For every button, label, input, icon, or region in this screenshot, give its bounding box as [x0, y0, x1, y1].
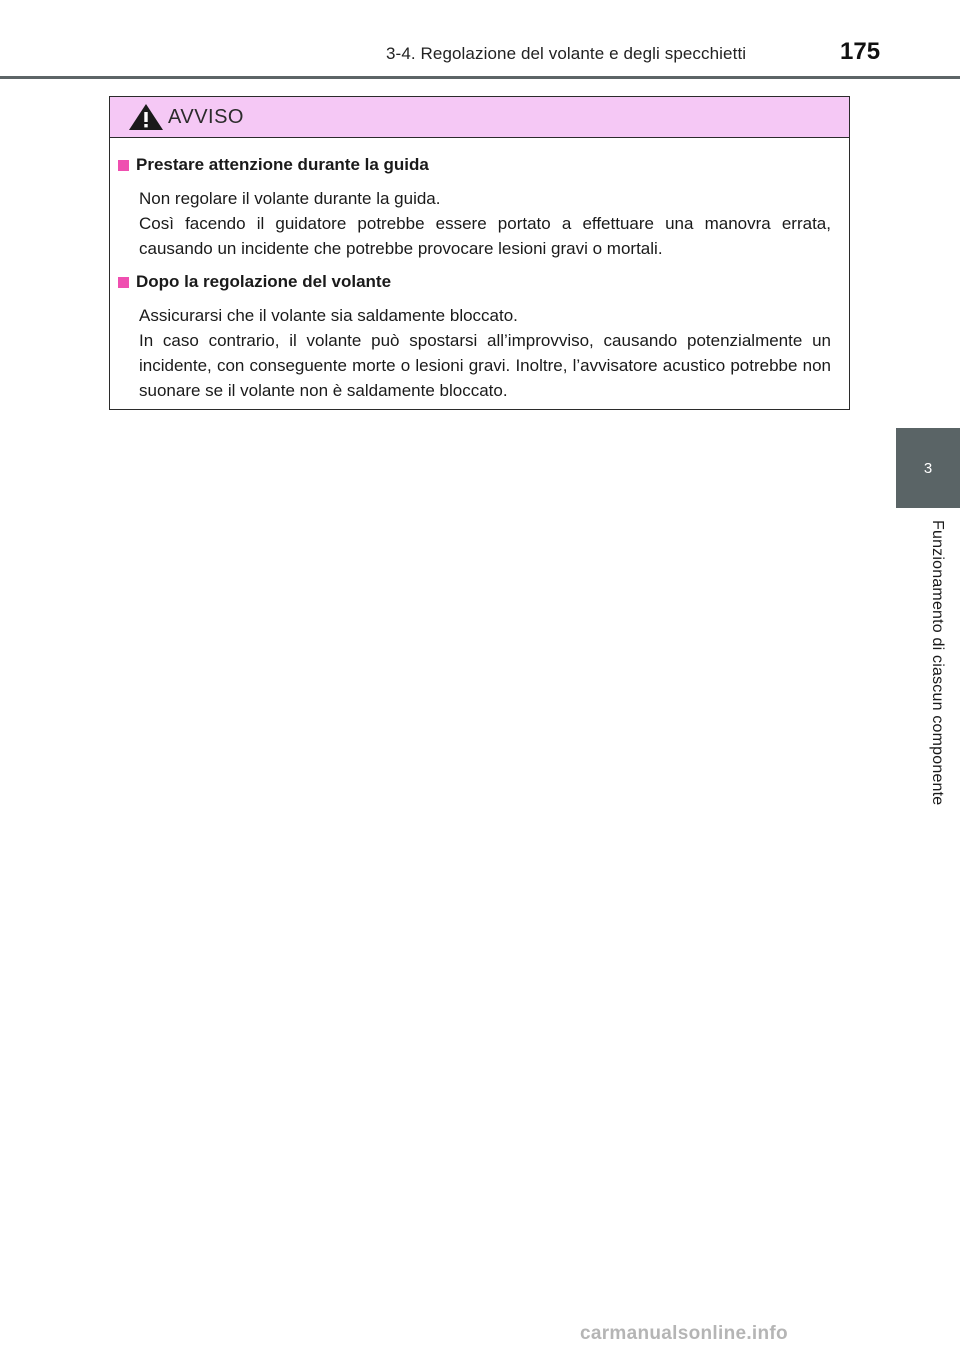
section-line: In caso contrario, il volante può spostarsi all’improvviso, causando potenzialmente un incidente, con conseguente morte o lesioni gravi. Inoltre, l’avvisatore acustico potrebbe non suonare se il volante non è saldamente bloccato. [139, 331, 831, 400]
chapter-number: 3 [923, 459, 933, 477]
section-heading-text: Prestare attenzione durante la guida [136, 155, 429, 174]
section-line: Assicurarsi che il volante sia saldamente bloccato. [139, 306, 518, 325]
running-header-section: 3-4. Regolazione del volante e degli specchietti [386, 44, 747, 63]
warning-section-driving [118, 152, 831, 261]
section-line: Così facendo il guidatore potrebbe essere portato a effettuare una manovra errata, causando un incidente che potrebbe provocare lesioni gravi o mortali. [139, 214, 831, 258]
warning-box [109, 96, 850, 410]
section-text [139, 303, 831, 403]
warning-header [110, 97, 849, 138]
header-divider [0, 76, 960, 79]
section-heading [118, 152, 831, 178]
warning-section-after-adjustment [118, 269, 831, 403]
section-heading [118, 269, 831, 295]
warning-title: AVVISO [168, 105, 244, 128]
page-number: 175 [840, 38, 881, 65]
warning-body [110, 138, 849, 403]
watermark: carmanualsonline.info [580, 1323, 788, 1344]
warning-triangle-icon [128, 103, 164, 131]
chapter-title: Funzionamento di ciascun componente [929, 520, 946, 806]
section-text [139, 186, 831, 261]
section-line: Non regolare il volante durante la guida. [139, 189, 441, 208]
square-bullet-icon [118, 160, 129, 171]
chapter-tab [896, 428, 960, 508]
square-bullet-icon [118, 277, 129, 288]
section-heading-text: Dopo la regolazione del volante [136, 272, 392, 291]
